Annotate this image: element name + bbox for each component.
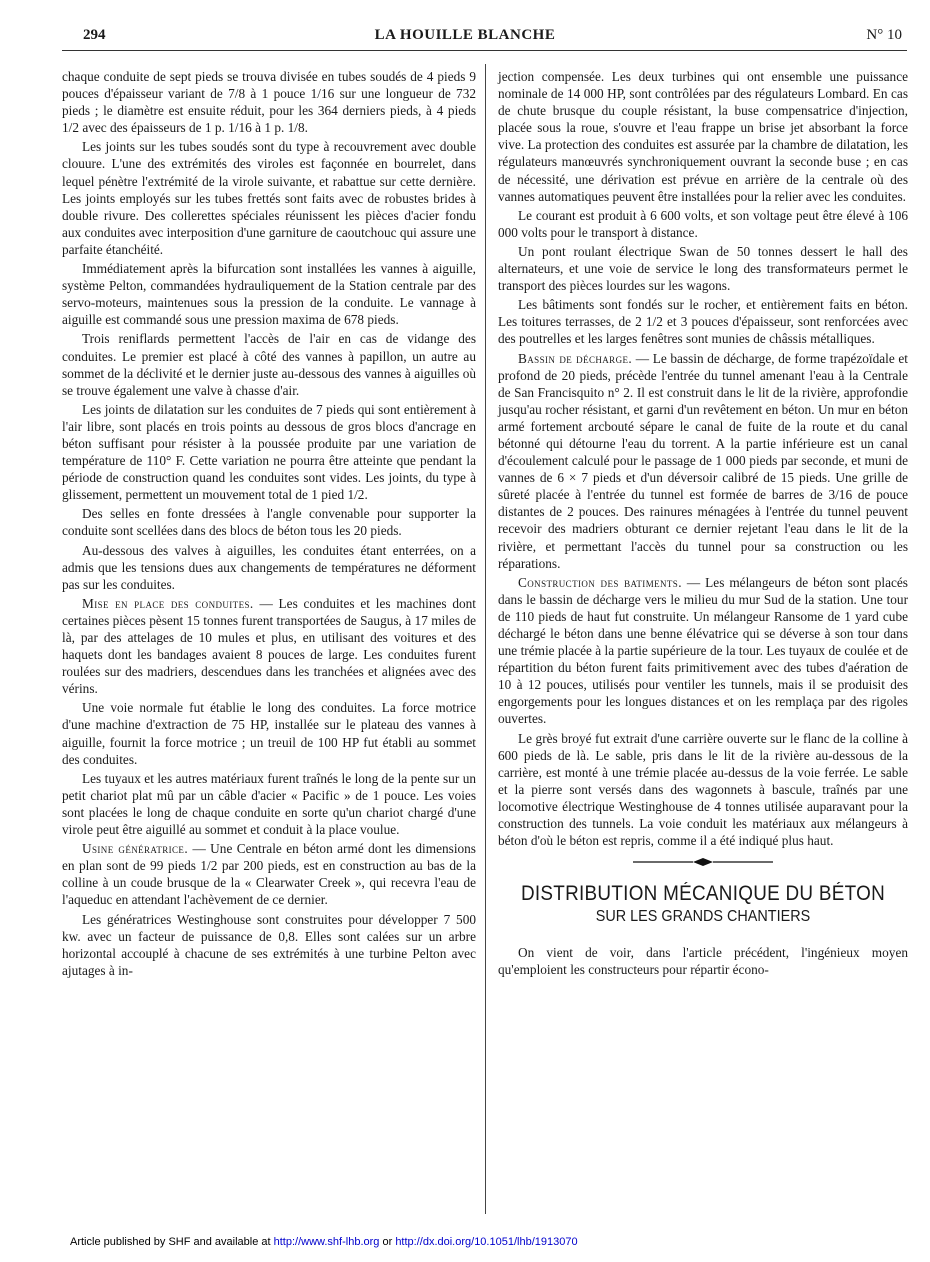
right-column xyxy=(498,68,908,981)
section-heading: Mise en place des conduites. xyxy=(82,595,254,611)
shf-link[interactable]: http://www.shf-lhb.org xyxy=(273,1236,380,1248)
paragraph: chaque conduite de sept pieds se trouva divisée en tubes soudés de 4 pieds 9 pouces d'épaisseur variant de 7/8 à 1 pouce 1/16 sur une longueur de 732 pieds ; le diamètre est ensuite réduit, pour les 364 derniers pieds, à 4 pieds 1/2 avec des épaisseurs de 1 p. 1/16 à 1 p. 1/8. xyxy=(62,69,476,136)
left-column xyxy=(62,68,476,981)
paragraph: Le courant est produit à 6 600 volts, et son voltage peut être élevé à 106 000 volts pour le transport à distance. xyxy=(498,207,908,240)
paragraph: Les joints de dilatation sur les conduites de 7 pieds qui sont entièrement à l'air libre, sont placés en trois points au dessous de gros blocs d'ancrage en béton suffisant pour résister à la poussée produite par une variation de température de 110° F. Cette variation ne pourra être atteinte que pendant la période de construction quand les conduites sont vides. Les joints, du type à glissement, permettent un mouvement total de 1 pied 1/2. xyxy=(62,401,476,503)
paragraph: On vient de voir, dans l'article précédent, l'ingénieux moyen qu'emploient les constructeurs pour répartir écono- xyxy=(498,945,908,978)
paragraph: Les génératrices Westinghouse sont construites pour développer 7 500 kw. avec un facteur de puissance de 0,8. Elles sont calées sur un arbre horizontal accouplé à chacune de ses extrémités à une turbine Pelton avec ajutages à in- xyxy=(62,911,476,978)
article-subtitle: SUR LES GRANDS CHANTIERS xyxy=(595,908,811,926)
paragraph: Les joints sur les tubes soudés sont du type à recouvrement avec double clouure. L'une des extrémités des viroles est façonnée en bourrelet, dans lequel pénètre l'extrémité de la virole suivante, et rabattue sur cette dernière. Les joints employés sur les tubes frettés sont faits avec de robustes brides à double rivure. Des collerettes spéciales réunissent les pièces d'acier fondu aux conduites avec interposition d'une garniture de caoutchouc qui assure une parfaite étanchéité. xyxy=(62,139,476,257)
section-text: — Une Centrale en béton armé dont les dimensions en plan sont de 99 pieds 1/2 par 200 pieds, est en construction au bas de la colline à un coude brusque de la « Clearwater Creek », qui recevra l'eau de l'aqueduc en attendant l'achèvement de ce dernier. xyxy=(62,841,476,908)
paragraph: Au-dessous des valves à aiguilles, les conduites étant enterrées, on a admis que les tensions dues aux changements de températures ne déforment pas sur les conduites. xyxy=(62,542,476,592)
paragraph: Un pont roulant électrique Swan de 50 tonnes dessert le hall des alternateurs, et une voie de service le long des transformateurs permet le transport des pièces lourdes sur les wagons. xyxy=(498,243,908,294)
paragraph: Les tuyaux et les autres matériaux furent traînés le long de la pente sur un petit chariot plat mû par un câble d'acier « Pacific » de 1 pouce. Les voies sont placées le long de chaque conduite en sorte qu'un chariot chargé d'une virole peut être aiguillé au sommet et conduit à la place voulue. xyxy=(62,770,476,838)
paragraph: jection compensée. Les deux turbines qui ont ensemble une puissance nominale de 14 000 HP, sont contrôlées par des régulateurs Lombard. En cas de chute brusque du couple résistant, la buse compensatrice d'injection, placée sous la roue, s'ouvre et l'eau frappe un brise jet absorbant la force vive. La protection des conduites est assurée par la chambre de dilatation, les régulateurs manœuvrés synchroniquement ouvrant la seconde buse ; en cas de nécessité, une dérivation est prévue en arrière de la centrale où des vannes automatiques peuvent être installées pour la relier avec les conduites. xyxy=(498,69,908,204)
section-text: — Les conduites et les machines dont certaines pièces pèsent 15 tonnes furent transportées de Saugus, à 17 miles de là, par des attelages de 10 mules et plus, en utilisant des voitures et des haquets dont les bandages avaient 8 pouces de large. Les conduites furent roulées sur des madriers, descendues dans les tranchées et alignées avec des vérins. xyxy=(62,595,476,697)
section-paragraph xyxy=(62,840,476,908)
section-text: — Le bassin de décharge, de forme trapézoïdale et profond de 20 pieds, précède l'entrée du tunnel amenant l'eau à la Centrale de San Francisquito n° 2. Il est construit dans le lit de la rivière, approfondie jusqu'au rocher résistant, et garni d'un revêtement en béton. Un mur en béton armé fortement arcbouté sépare le canal de fuite de la route et du canal bétonné qui détourne l'eau du torrent. A la partie inférieure est un canal d'écoulement calculé pour le passage de 1 000 pieds par seconde, et muni de vannes de 6 × 7 pieds et d'un déversoir calibré de 15 pieds. Une grille de sûreté placée à l'entrée du tunnel est formée de barres de 3/16 de pouce distantes de 2 pouces. Des rainures ménagées à l'entrée du tunnel peuvent recevoir des madriers obturant ce dernier rejetant l'eau dans le lit de la rivière, et permettant l'accès du tunnel pour sa construction ou les réparations. xyxy=(498,350,908,571)
section-paragraph xyxy=(62,595,476,698)
section-paragraph xyxy=(498,574,908,728)
section-heading: Bassin de décharge. xyxy=(518,350,633,366)
page-number: 294 xyxy=(83,27,106,43)
column-separator xyxy=(485,64,486,1214)
section-paragraph xyxy=(498,350,908,572)
journal-title: LA HOUILLE BLANCHE xyxy=(374,27,556,43)
footer-citation xyxy=(70,1236,578,1248)
section-heading: Usine génératrice. xyxy=(82,841,189,857)
doi-link[interactable]: http://dx.doi.org/10.1051/lhb/1913070 xyxy=(395,1236,578,1248)
ornament-divider xyxy=(498,855,908,872)
ornament-icon xyxy=(633,857,773,867)
footer-prefix: Article published by SHF and available at xyxy=(70,1236,274,1248)
header-rule xyxy=(62,50,907,51)
footer-middle: or xyxy=(379,1236,396,1248)
article-title: DISTRIBUTION MÉCANIQUE DU BÉTON xyxy=(520,882,885,906)
paragraph: Des selles en fonte dressées à l'angle convenable pour supporter la conduite sont scellées dans des blocs de béton tous les 20 pieds. xyxy=(62,506,476,539)
paragraph: Les bâtiments sont fondés sur le rocher, et entièrement faits en béton. Les toitures terrasses, de 2 1/2 et 3 pouces d'épaisseur, sont renforcées avec des poutrelles et les larges fenêtres sont munies de châssis métalliques. xyxy=(498,297,908,347)
paragraph: Le grès broyé fut extrait d'une carrière ouverte sur le flanc de la colline à 600 pieds de là. Le sable, pris dans le lit de la rivière au-dessous de la carrière, est monté à une trémie placée au-dessus de la voie ferrée. Le sable et la pierre sont versés dans des wagonnets à bascule, traînés par une locomotive électrique Westinghouse de 4 tonnes utilisée auparavant pour la construction des tunnels. La voie conduit les matériaux aux mélangeurs à béton d'où le béton est repris, comme il a été indiqué plus haut. xyxy=(498,730,908,849)
section-text: — Les mélangeurs de béton sont placés dans le bassin de décharge vers le milieu du mur Sud de la station. Une tour de 110 pieds de haut fut construite. Un mélangeur Ransome de 1 yard cube déchargé le béton dans une benne élévatrice qui se déverse à son tour dans une trémie placée à la partie supérieure de la tour. Les tuyaux de coulée et de répartition du béton furent faits primitivement avec des tubes d'aération de 10 à 12 pouces, utilisés pour ventiler les tunnels, mais il se produisit des engorgements pour les longues distances et on les remplaça par des rigoles ouvertes. xyxy=(498,574,908,727)
section-heading: Construction des batiments. xyxy=(518,574,682,590)
paragraph: Trois reniflards permettent l'accès de l'air en cas de vidange des conduites. Le premier est placé à côté des vannes à papillon, un autre au sommet de la déclivité et le dernier juste au-dessous des vannes à aiguilles où se trouve également une valve à chasse d'air. xyxy=(62,331,476,398)
issue-number: N° 10 xyxy=(866,27,902,43)
paragraph: Immédiatement après la bifurcation sont installées les vannes à aiguille, système Pelton, commandées hydrauliquement de la Station centrale par des servo-moteurs, maintenues sous la pression de la conduite. Le vannage à aiguille est commandé sous une pression maxima de 678 pieds. xyxy=(62,261,476,328)
paragraph: Une voie normale fut établie le long des conduites. La force motrice d'une machine d'extraction de 75 HP, installée sur le plateau des vannes à aiguille, fournit la force motrice ; un treuil de 100 HP fut établi au sommet des conduites. xyxy=(62,700,476,767)
